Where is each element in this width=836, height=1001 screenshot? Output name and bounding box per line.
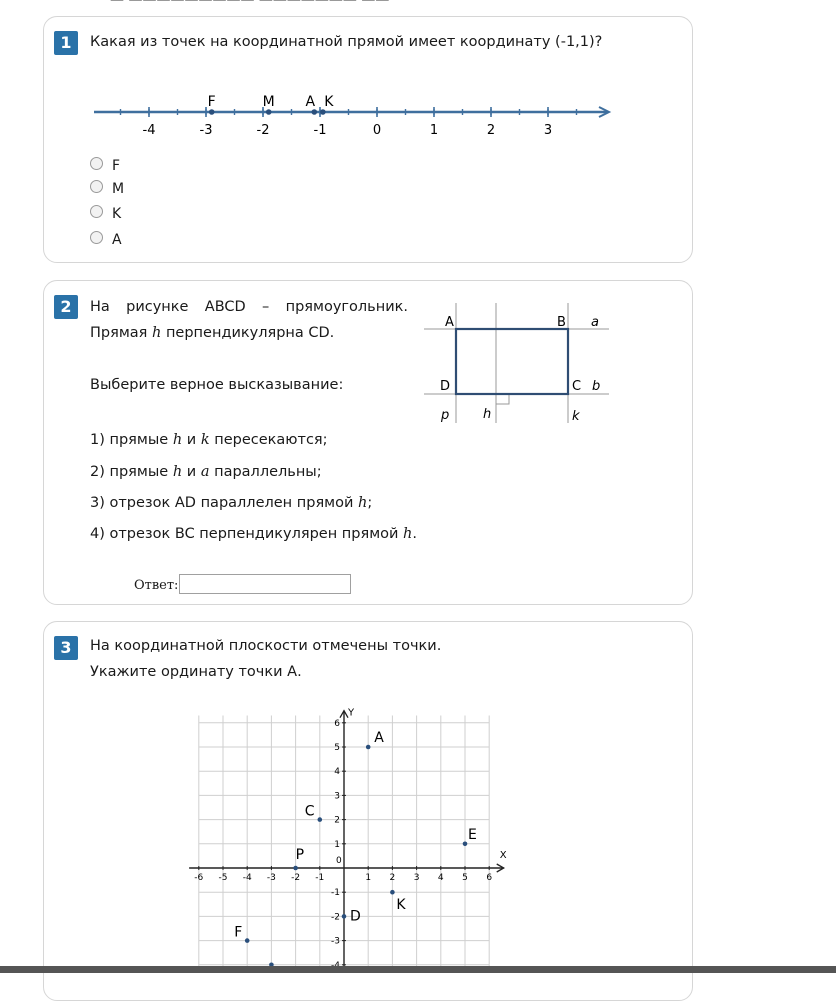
- y-tick-label: -3: [331, 936, 340, 947]
- answer-label: Ответ:: [134, 578, 179, 593]
- point-a: [312, 109, 318, 115]
- option-label: F: [112, 158, 121, 174]
- label-D: D: [440, 379, 451, 394]
- text-part: параллельны;: [209, 464, 322, 480]
- point-k: [390, 890, 395, 895]
- option-label: K: [112, 206, 122, 222]
- y-tick-label: 4: [334, 767, 340, 778]
- text-part: Прямая: [90, 325, 152, 341]
- number-line: [89, 95, 609, 145]
- radio-button[interactable]: [90, 231, 103, 244]
- variable: h: [152, 325, 162, 341]
- label-b: b: [592, 379, 601, 394]
- question-number: 2: [54, 295, 78, 319]
- text-part: 3) отрезок AD параллелен прямой: [90, 495, 359, 511]
- x-tick-label: -6: [194, 873, 204, 883]
- tick-label: 2: [486, 123, 496, 138]
- label-h: h: [483, 407, 492, 422]
- tick-label: -4: [142, 123, 156, 138]
- label-p: p: [441, 408, 450, 423]
- y-axis-label: Y: [348, 707, 355, 719]
- x-tick-label: 3: [413, 873, 420, 883]
- text-part: 1) прямые: [90, 432, 173, 448]
- x-tick-label: -5: [218, 873, 228, 883]
- tick-label: 0: [372, 123, 382, 138]
- x-tick-label: -1: [315, 873, 325, 883]
- option-k[interactable]: [90, 206, 121, 222]
- question-card-3: [43, 621, 693, 1001]
- variable: h: [403, 526, 413, 542]
- point-label: F: [207, 94, 216, 110]
- option-label: M: [112, 181, 125, 197]
- variable: a: [200, 464, 210, 480]
- statement-2: [90, 464, 322, 480]
- x-tick-label: 4: [437, 873, 444, 883]
- text-part: и: [182, 432, 201, 448]
- point-label: D: [350, 908, 361, 925]
- point-e: [463, 842, 468, 847]
- text-part: пересекаются;: [209, 432, 328, 448]
- select-prompt: Выберите верное высказывание:: [90, 377, 344, 393]
- answer-input[interactable]: [179, 574, 351, 594]
- tick-label: -3: [199, 123, 213, 138]
- clipped-top-text: — ————————— ——————— ——: [110, 0, 390, 8]
- rectangle-figure: [419, 301, 619, 426]
- statement-1: [90, 432, 328, 448]
- variable: h: [172, 432, 183, 448]
- intro-line: На рисунке ABCD – прямоугольник.: [90, 299, 408, 315]
- variable: h: [358, 495, 368, 511]
- label-A: A: [445, 315, 454, 330]
- origin-label: 0: [336, 856, 342, 866]
- coordinate-plane: [184, 707, 507, 974]
- radio-button[interactable]: [90, 180, 103, 193]
- tick-label: -1: [313, 123, 327, 138]
- text-part: перпендикулярна CD.: [161, 325, 335, 341]
- point-label: A: [374, 730, 384, 746]
- point-label: E: [468, 826, 477, 843]
- statement-intro: [90, 299, 408, 315]
- point-m: [266, 109, 272, 115]
- label-k: k: [572, 409, 580, 424]
- radio-button[interactable]: [90, 205, 103, 218]
- x-tick-label: 2: [389, 873, 396, 883]
- statement-4: [90, 526, 417, 542]
- point-label: F: [234, 924, 243, 941]
- point-label: M: [262, 94, 275, 110]
- label-a: a: [591, 315, 599, 330]
- y-tick-label: 3: [334, 791, 340, 802]
- x-tick-label: -3: [266, 873, 276, 883]
- y-tick-label: -2: [331, 912, 340, 923]
- x-tick-label: 5: [462, 873, 468, 883]
- point-k: [320, 109, 326, 115]
- x-tick-label: 6: [486, 873, 493, 883]
- option-f[interactable]: [90, 158, 120, 174]
- y-tick-label: -1: [331, 888, 340, 899]
- point-f: [209, 109, 215, 115]
- tick-label: -2: [256, 123, 270, 138]
- x-tick-label: 1: [365, 873, 372, 883]
- y-tick-label: 2: [334, 815, 340, 826]
- point-c: [318, 817, 323, 822]
- text-part: ;: [367, 495, 373, 511]
- variable: k: [200, 432, 210, 448]
- label-B: B: [557, 315, 566, 330]
- option-m[interactable]: [90, 181, 124, 197]
- point-p: [293, 866, 298, 871]
- point-label: K: [324, 94, 334, 110]
- text-part: и: [182, 464, 201, 480]
- question-line-2: Укажите ординату точки А.: [90, 664, 302, 680]
- question-card-2: [43, 280, 693, 605]
- x-tick-label: -2: [291, 873, 301, 883]
- right-angle-mark: [496, 394, 509, 404]
- y-tick-label: 6: [334, 718, 340, 729]
- point-label: C: [304, 803, 315, 820]
- point-d: [342, 914, 347, 919]
- question-number: 3: [54, 636, 78, 660]
- question-text: Какая из точек на координатной прямой имеет координату (-1,1)?: [90, 34, 603, 50]
- text-part: 4) отрезок BC перпендикулярен прямой: [90, 526, 404, 542]
- point-label: K: [396, 897, 406, 914]
- question-line-1: На координатной плоскости отмечены точки.: [90, 638, 442, 654]
- y-tick-label: 1: [334, 839, 340, 850]
- statement-perpendicular: [90, 325, 334, 341]
- text-part: 2) прямые: [90, 464, 173, 480]
- rectangle-abcd: [456, 329, 568, 394]
- question-card-1: [43, 16, 693, 263]
- statement-3: [90, 495, 372, 511]
- point-label: A: [305, 94, 316, 110]
- variable: h: [172, 464, 183, 480]
- y-tick-label: 5: [334, 743, 340, 753]
- text-part: .: [412, 526, 417, 542]
- bottom-edge-bar: [0, 966, 836, 973]
- point-f: [245, 938, 250, 943]
- label-C: C: [572, 379, 582, 394]
- tick-label: 3: [543, 123, 553, 138]
- x-tick-label: -4: [242, 873, 252, 883]
- point-a: [366, 745, 371, 750]
- x-axis-label: X: [499, 850, 507, 861]
- option-a[interactable]: [90, 232, 122, 248]
- question-number: 1: [54, 31, 78, 55]
- option-label: A: [112, 232, 122, 248]
- radio-button[interactable]: [90, 157, 103, 170]
- tick-label: 1: [429, 123, 439, 138]
- point-label: P: [295, 847, 305, 863]
